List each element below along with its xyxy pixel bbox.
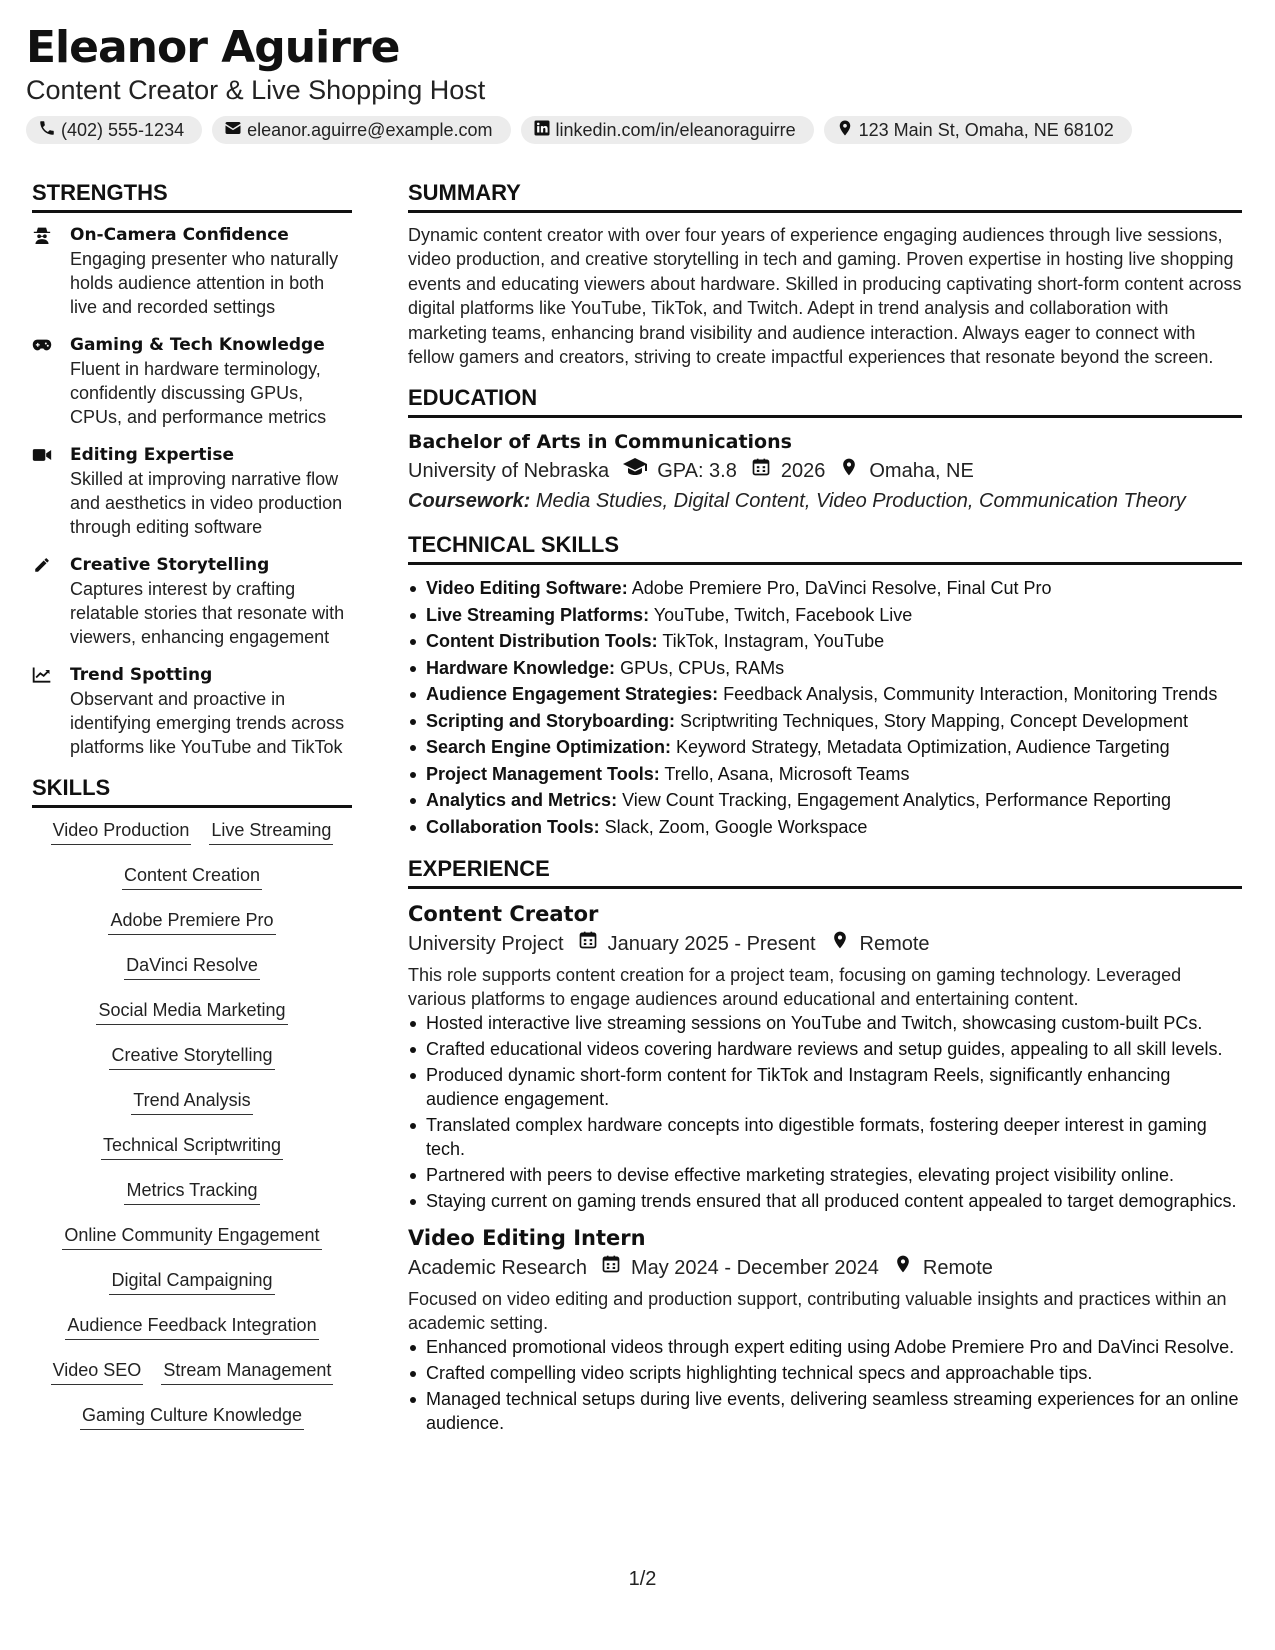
skill-tag: Technical Scriptwriting (101, 1133, 283, 1160)
list-item (408, 575, 1242, 602)
contact-linkedin[interactable] (521, 116, 814, 144)
tech-skill-value: Adobe Premiere Pro, DaVinci Resolve, Final Cut Pro (631, 578, 1052, 599)
coursework-label: Coursework: (408, 490, 531, 513)
tech-skill-value: YouTube, Twitch, Facebook Live (653, 604, 913, 625)
list-item: Translated complex hardware concepts into digestible formats, fostering deeper interest in gaming tech. (408, 1113, 1242, 1161)
contact-phone[interactable] (26, 116, 202, 144)
list-item: Enhanced promotional videos through expert editing using Adobe Premiere Pro and DaVinci Resolve. (408, 1335, 1242, 1359)
candidate-name: Eleanor Aguirre (26, 22, 400, 73)
education-coursework (408, 486, 1242, 516)
skill-tag: Audience Feedback Integration (65, 1313, 318, 1340)
list-item: Hosted interactive live streaming sessions on YouTube and Twitch, showcasing custom-built PCs. (408, 1011, 1242, 1035)
trend-chart-icon (32, 663, 56, 759)
skill-tag: Stream Management (161, 1358, 333, 1385)
education-year: 2026 (780, 460, 826, 483)
skill-tag: Metrics Tracking (124, 1178, 259, 1205)
education-heading: EDUCATION (408, 383, 1242, 418)
tech-skill-label: Analytics and Metrics: (426, 790, 618, 811)
summary-text: Dynamic content creator with over four years of experience engaging audiences through live sessions, video production, and creative storytelling in tech and gaming. Proven expertise in hosting live shopping events and educating viewers about hardware. Skilled in producing captivating short-form content across digital platforms like YouTube, TikTok, and Twitch. Adept in trend analysis and collaboration with marketing teams, enhancing brand visibility and audience interaction. Always eager to connect with fellow gamers and creators, striving to create impactful experiences that resonate beyond the screen. (408, 225, 1242, 368)
skills-section (32, 773, 352, 1440)
job-description: Focused on video editing and production support, contributing valuable insights and practices within an academic setting. (408, 1289, 1227, 1334)
strength-item (32, 443, 352, 539)
contact-text: (402) 555-1234 (61, 119, 185, 140)
tech-skill-value: GPUs, CPUs, RAMs (620, 657, 785, 678)
pencil-icon (32, 553, 56, 649)
graduation-cap-icon (609, 456, 657, 486)
list-item (408, 602, 1242, 629)
tech-skill-label: Hardware Knowledge: (426, 657, 616, 678)
list-item (408, 681, 1242, 708)
education-location: Omaha, NE (869, 460, 974, 483)
job-location: Remote (922, 1257, 993, 1280)
skill-row (32, 1305, 352, 1350)
contact-text: eleanor.aguirre@example.com (247, 119, 493, 140)
skill-tag: DaVinci Resolve (124, 953, 260, 980)
strengths-heading: STRENGTHS (32, 178, 352, 213)
gamepad-icon (32, 333, 56, 429)
job-organization: Academic Research (408, 1257, 587, 1280)
skill-tag: Creative Storytelling (109, 1043, 274, 1070)
strength-description: Fluent in hardware terminology, confidently discussing GPUs, CPUs, and performance metrics (70, 359, 327, 427)
tech-skill-value: Feedback Analysis, Community Interaction, Monitoring Trends (723, 684, 1218, 705)
job-meta (408, 929, 1242, 959)
tech-skill-label: Search Engine Optimization: (426, 737, 672, 758)
tech-skill-value: Keyword Strategy, Metadata Optimization, Audience Targeting (676, 737, 1170, 758)
strength-description: Captures interest by crafting relatable stories that resonate with viewers, enhancing engagement (70, 579, 345, 647)
contact-text: linkedin.com/in/eleanoraguirre (555, 119, 796, 140)
list-item (408, 655, 1242, 682)
map-pin-icon (836, 119, 854, 142)
tech-skill-label: Project Management Tools: (426, 763, 660, 784)
tech-skill-label: Video Editing Software: (426, 578, 628, 599)
map-pin-icon (879, 1253, 923, 1283)
list-item: Crafted compelling video scripts highlighting technical specs and approachable tips. (408, 1361, 1242, 1385)
left-column (32, 178, 352, 1440)
skill-tag: Social Media Marketing (96, 998, 287, 1025)
list-item: Produced dynamic short-form content for TikTok and Instagram Reels, significantly enhancing audience engagement. (408, 1063, 1242, 1111)
skill-tag: Live Streaming (209, 818, 333, 845)
job-title: Video Editing Intern (408, 1226, 646, 1251)
skill-tag: Online Community Engagement (62, 1223, 321, 1250)
strength-item (32, 553, 352, 649)
experience-entry (408, 1223, 1242, 1435)
strength-description: Engaging presenter who naturally holds audience attention in both live and recorded settings (70, 249, 339, 317)
skills-heading: SKILLS (32, 773, 352, 808)
list-item: Staying current on gaming trends ensured that all produced content appealed to target demographics. (408, 1189, 1242, 1213)
skill-row (32, 1035, 352, 1080)
job-dates: May 2024 - December 2024 (630, 1257, 879, 1280)
list-item (408, 787, 1242, 814)
right-column (408, 178, 1242, 1445)
summary-heading: SUMMARY (408, 178, 1242, 213)
experience-heading: EXPERIENCE (408, 854, 1242, 889)
strength-description: Observant and proactive in identifying emerging trends across platforms like YouTube and TikTok (70, 689, 345, 757)
list-item: Crafted educational videos covering hardware reviews and setup guides, appealing to all skill levels. (408, 1037, 1242, 1061)
skill-row (32, 810, 352, 855)
list-item: Partnered with peers to devise effective marketing strategies, elevating project visibility online. (408, 1163, 1242, 1187)
strength-title: Creative Storytelling (70, 555, 270, 575)
list-item (408, 708, 1242, 735)
experience-entry (408, 899, 1242, 1213)
envelope-icon (224, 119, 242, 142)
list-item (408, 761, 1242, 788)
skill-tag: Video Production (51, 818, 192, 845)
strength-title: Gaming & Tech Knowledge (70, 335, 325, 355)
skill-row (32, 900, 352, 945)
skill-tag: Content Creation (122, 863, 262, 890)
tech-skill-value: TikTok, Instagram, YouTube (662, 631, 885, 652)
contact-email[interactable] (212, 116, 510, 144)
skill-row (32, 1080, 352, 1125)
skill-row (32, 945, 352, 990)
job-bullets (408, 1011, 1242, 1213)
tech-skill-label: Collaboration Tools: (426, 816, 600, 837)
strength-title: Editing Expertise (70, 445, 235, 465)
skill-tag: Gaming Culture Knowledge (80, 1403, 304, 1430)
tech-skill-value: Slack, Zoom, Google Workspace (604, 816, 868, 837)
strength-title: Trend Spotting (70, 665, 213, 685)
skill-row (32, 855, 352, 900)
education-meta (408, 456, 1242, 486)
linkedin-icon (533, 119, 551, 142)
tech-skill-label: Audience Engagement Strategies: (426, 684, 719, 705)
education-gpa: GPA: 3.8 (657, 460, 737, 483)
job-bullets (408, 1335, 1242, 1435)
coursework-list: Media Studies, Digital Content, Video Production, Communication Theory (535, 490, 1186, 513)
tech-skill-value: Scriptwriting Techniques, Story Mapping, Concept Development (680, 710, 1188, 731)
tech-skill-value: Trello, Asana, Microsoft Teams (664, 763, 910, 784)
strength-item (32, 223, 352, 319)
skill-row (32, 1215, 352, 1260)
skill-tag: Digital Campaigning (109, 1268, 274, 1295)
tech-skill-label: Content Distribution Tools: (426, 631, 658, 652)
job-description: This role supports content creation for a project team, focusing on gaming technology. Leveraged various platforms to engage audiences around educational and entertaining content. (408, 965, 1182, 1010)
contact-bar (26, 116, 1246, 144)
skill-tag: Adobe Premiere Pro (108, 908, 275, 935)
skill-row (32, 1395, 352, 1440)
spy-icon (32, 223, 56, 319)
education-school: University of Nebraska (408, 460, 610, 483)
map-pin-icon (825, 456, 869, 486)
candidate-title: Content Creator & Live Shopping Host (26, 75, 486, 105)
skill-tag: Trend Analysis (131, 1088, 252, 1115)
list-item: Managed technical setups during live events, delivering seamless streaming experiences for an online audience. (408, 1387, 1242, 1435)
technical-skills-list (408, 575, 1242, 840)
skill-tag: Video SEO (51, 1358, 144, 1385)
job-meta (408, 1253, 1242, 1283)
strength-item (32, 663, 352, 759)
video-camera-icon (32, 443, 56, 539)
phone-icon (38, 119, 56, 142)
contact-address[interactable] (824, 116, 1132, 144)
map-pin-icon (816, 929, 860, 959)
job-organization: University Project (408, 933, 564, 956)
tech-skill-label: Scripting and Storyboarding: (426, 710, 676, 731)
job-location: Remote (859, 933, 930, 956)
strength-title: On-Camera Confidence (70, 225, 289, 245)
list-item (408, 628, 1242, 655)
skill-row (32, 1125, 352, 1170)
skill-row (32, 1260, 352, 1305)
list-item (408, 734, 1242, 761)
calendar-icon (587, 1253, 631, 1283)
technical-skills-heading: TECHNICAL SKILLS (408, 530, 1242, 565)
calendar-icon (737, 456, 781, 486)
skill-row (32, 1170, 352, 1215)
skill-row (32, 1350, 352, 1395)
tech-skill-label: Live Streaming Platforms: (426, 604, 650, 625)
skill-row (32, 990, 352, 1035)
job-dates: January 2025 - Present (607, 933, 816, 956)
resume-header (26, 22, 1246, 144)
page-number: 1/2 (628, 1568, 657, 1590)
strength-description: Skilled at improving narrative flow and aesthetics in video production through editing software (70, 469, 343, 537)
strength-item (32, 333, 352, 429)
job-title: Content Creator (408, 902, 599, 927)
tech-skill-value: View Count Tracking, Engagement Analytics, Performance Reporting (622, 790, 1172, 811)
education-degree: Bachelor of Arts in Communications (408, 431, 792, 454)
list-item (408, 814, 1242, 841)
calendar-icon (564, 929, 608, 959)
contact-text: 123 Main St, Omaha, NE 68102 (858, 119, 1114, 140)
